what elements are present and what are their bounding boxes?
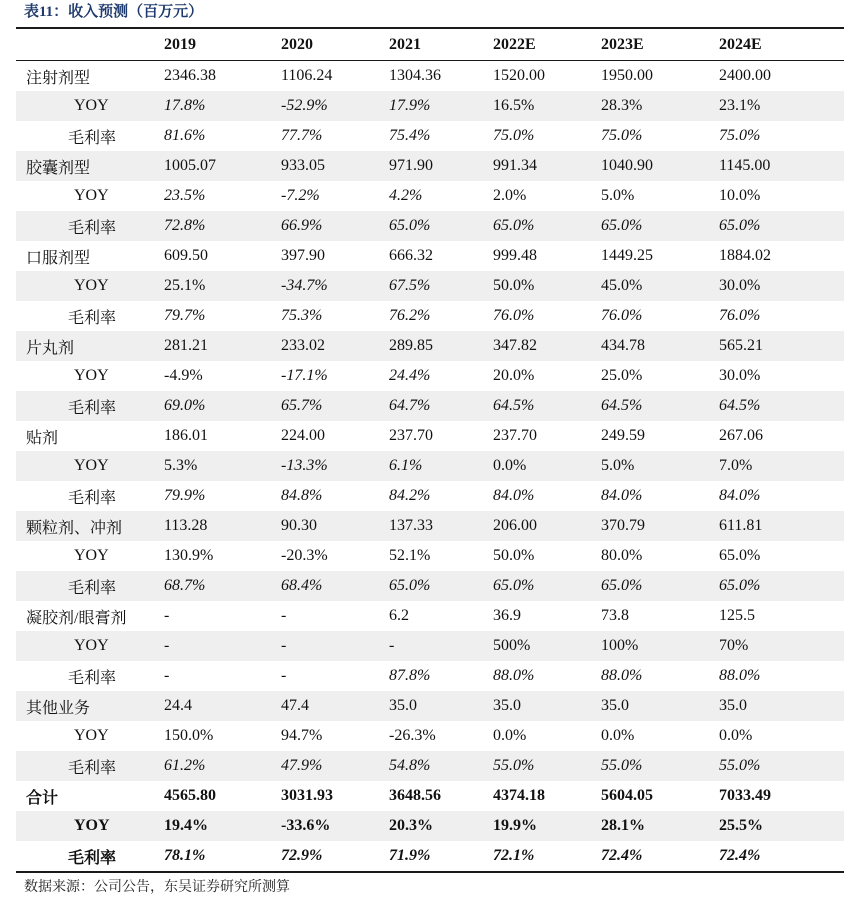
value-cell: 54.8% [389,751,493,781]
value-cell: 19.9% [493,811,601,841]
header-cell-2021: 2021 [389,28,493,61]
row-label: YOY [74,727,109,744]
value-cell: 90.30 [281,511,389,541]
value-cell: 611.81 [719,511,844,541]
value-cell: 36.9 [493,607,521,624]
value-cell: 80.0% [601,547,643,564]
value-cell: 0.0% [601,727,635,744]
value-cell: 3031.93 [281,787,333,804]
value-cell: 23.1% [719,91,844,121]
value-cell: -52.9% [281,91,389,121]
table-row [16,601,844,631]
value-cell: 933.05 [281,151,389,181]
value-cell: 1520.00 [493,67,545,84]
value-cell: 77.7% [281,127,323,144]
table-body [16,61,844,873]
row-label: 毛利率 [68,489,117,507]
value-cell: -13.3% [281,451,389,481]
value-cell: 289.85 [389,331,493,361]
table-row [16,391,844,421]
value-cell: 1449.25 [601,247,653,264]
row-label: 注射剂型 [26,69,91,87]
value-cell: 75.0% [719,127,761,144]
value-cell: -20.3% [281,547,328,564]
value-cell: 50.0% [493,547,535,564]
row-label: 凝胶剂/眼膏剂 [26,609,127,627]
value-cell: 3648.56 [389,787,441,804]
value-cell: 71.9% [389,847,431,864]
value-cell: 75.3% [281,307,323,324]
value-cell: 4.2% [389,187,423,204]
value-cell: 72.8% [164,211,281,241]
value-cell: 25.1% [164,271,281,301]
value-cell: 84.0% [719,487,761,504]
table-row [16,421,844,451]
value-cell: 87.8% [389,667,431,684]
value-cell: 52.1% [389,547,431,564]
value-cell: 64.5% [719,391,844,421]
value-cell: 397.90 [281,247,325,264]
table-row [16,781,844,811]
value-cell: 1106.24 [281,67,333,84]
table-row [16,481,844,511]
value-cell: -17.1% [281,367,328,384]
row-label: 毛利率 [16,571,164,601]
table-row [16,811,844,841]
table-row [16,301,844,331]
value-cell: 1005.07 [164,151,281,181]
table-row [16,121,844,151]
value-cell: 249.59 [601,427,645,444]
value-cell: 84.0% [601,487,643,504]
value-cell: 24.4 [164,691,281,721]
table-row [16,361,844,391]
table-row [16,571,844,601]
value-cell: 75.0% [493,127,535,144]
row-label: YOY [16,451,164,481]
value-cell: 65.0% [719,547,761,564]
value-cell: 64.5% [601,391,719,421]
row-label: 胶囊剂型 [16,151,164,181]
value-cell: 75.4% [389,127,431,144]
table-row [16,841,844,872]
value-cell: 88.0% [719,667,761,684]
table-row [16,661,844,691]
value-cell: 61.2% [164,751,281,781]
row-label: YOY [74,367,109,384]
value-cell: 65.0% [389,571,493,601]
value-cell: - [164,667,170,684]
table-row [16,751,844,781]
row-label: YOY [74,547,109,564]
table-row [16,91,844,121]
value-cell: 16.5% [493,91,601,121]
table-row [16,181,844,211]
value-cell: 186.01 [164,427,208,444]
value-cell: 20.0% [493,367,535,384]
value-cell: 81.6% [164,127,206,144]
value-cell: 233.02 [281,331,389,361]
value-cell: 72.4% [601,847,643,864]
value-cell: 19.4% [164,811,281,841]
value-cell: 347.82 [493,331,601,361]
value-cell: 64.5% [493,391,601,421]
value-cell: 68.7% [164,571,281,601]
value-cell: 370.79 [601,511,719,541]
value-cell: 79.9% [164,487,206,504]
value-cell: 28.1% [601,811,719,841]
value-cell: -34.7% [281,271,389,301]
value-cell: 65.0% [601,211,719,241]
row-label: YOY [16,271,164,301]
header-cell-2020: 2020 [281,28,389,61]
value-cell: 2.0% [493,187,527,204]
value-cell: 65.0% [719,571,844,601]
table-row [16,211,844,241]
value-cell: 971.90 [389,151,493,181]
header-row [16,28,844,61]
table-row [16,541,844,571]
row-label: 贴剂 [26,429,59,447]
value-cell: 68.4% [281,571,389,601]
value-cell: 55.0% [493,751,601,781]
value-cell: 7033.49 [719,787,771,804]
value-cell: 73.8 [601,607,629,624]
value-cell: 35.0 [389,691,493,721]
value-cell: 281.21 [164,331,281,361]
header-cell-2024e: 2024E [719,28,844,61]
value-cell: - [164,607,170,624]
value-cell: - [281,667,287,684]
row-label: YOY [16,91,164,121]
value-cell: 100% [601,631,719,661]
value-cell: 130.9% [164,547,214,564]
table-row [16,451,844,481]
revenue-forecast-table-wrap [16,27,844,873]
value-cell: 76.0% [493,307,535,324]
row-label: 毛利率 [68,129,117,147]
value-cell: -4.9% [164,367,203,384]
value-cell: 0.0% [719,727,753,744]
table-row [16,271,844,301]
value-cell: 67.5% [389,271,493,301]
value-cell: 1884.02 [719,247,771,264]
value-cell: 267.06 [719,427,763,444]
row-label: 毛利率 [68,669,117,687]
value-cell: 25.0% [601,367,643,384]
value-cell: 78.1% [164,847,206,864]
row-label: YOY [74,187,109,204]
value-cell: 76.2% [389,307,431,324]
value-cell: 23.5% [164,187,206,204]
value-cell: 6.2 [389,607,409,624]
value-cell: 65.0% [389,211,493,241]
table-row [16,331,844,361]
value-cell: 65.0% [719,211,844,241]
value-cell: 4565.80 [164,787,216,804]
value-cell: 50.0% [493,271,601,301]
value-cell: 30.0% [719,271,844,301]
value-cell: 206.00 [493,511,601,541]
value-cell: 565.21 [719,331,844,361]
value-cell: 72.4% [719,847,761,864]
value-cell: 224.00 [281,427,325,444]
value-cell: 1040.90 [601,151,719,181]
value-cell: 35.0 [601,691,719,721]
value-cell: 47.9% [281,751,389,781]
value-cell: 94.7% [281,727,323,744]
value-cell: 76.0% [719,307,761,324]
table-row [16,691,844,721]
value-cell: 65.7% [281,391,389,421]
row-label: 毛利率 [16,211,164,241]
value-cell: 137.33 [389,511,493,541]
value-cell: 69.0% [164,391,281,421]
row-label: 合计 [26,789,59,807]
value-cell: 65.0% [493,571,601,601]
table-row [16,151,844,181]
value-cell: 17.8% [164,91,281,121]
value-cell: 150.0% [164,727,214,744]
value-cell: 17.9% [389,91,493,121]
row-label: 片丸剂 [16,331,164,361]
row-label: YOY [16,631,164,661]
value-cell: 47.4 [281,691,389,721]
value-cell: 0.0% [493,451,601,481]
value-cell: 125.5 [719,607,755,624]
value-cell: 113.28 [164,511,281,541]
value-cell: 72.9% [281,847,323,864]
table-row [16,721,844,751]
header-cell-label [16,28,164,61]
value-cell: - [281,631,389,661]
value-cell: 5604.05 [601,787,653,804]
value-cell: 65.0% [601,571,719,601]
value-cell: 20.3% [389,811,493,841]
table-row [16,631,844,661]
table-row [16,511,844,541]
row-label: 其他业务 [16,691,164,721]
value-cell: 76.0% [601,307,643,324]
revenue-forecast-table [16,27,844,873]
value-cell: 25.5% [719,811,844,841]
value-cell: 55.0% [601,751,719,781]
table-row [16,61,844,92]
value-cell: 35.0 [719,691,844,721]
value-cell: 5.3% [164,451,281,481]
row-label: 口服剂型 [26,249,91,267]
value-cell: 666.32 [389,247,433,264]
value-cell: 84.8% [281,487,323,504]
table-row [16,241,844,271]
value-cell: 1145.00 [719,151,844,181]
value-cell: 84.0% [493,487,535,504]
value-cell: 500% [493,631,601,661]
value-cell: 0.0% [493,727,527,744]
source-note: 数据来源：公司公告，东吴证券研究所测算 [24,880,290,895]
value-cell: 88.0% [493,667,535,684]
value-cell: 237.70 [389,427,433,444]
value-cell: 2400.00 [719,67,771,84]
value-cell: 84.2% [389,487,431,504]
value-cell: - [389,631,493,661]
header-cell-2023e: 2023E [601,28,719,61]
value-cell: 28.3% [601,91,719,121]
row-label: 毛利率 [16,751,164,781]
value-cell: 88.0% [601,667,643,684]
value-cell: 35.0 [493,691,601,721]
value-cell: 7.0% [719,451,844,481]
value-cell: 24.4% [389,367,431,384]
value-cell: 5.0% [601,451,719,481]
value-cell: 609.50 [164,247,208,264]
row-label: 颗粒剂、冲剂 [16,511,164,541]
value-cell: -7.2% [281,187,320,204]
value-cell: 1950.00 [601,67,653,84]
value-cell: 10.0% [719,187,761,204]
value-cell: 72.1% [493,847,535,864]
value-cell: 66.9% [281,211,389,241]
value-cell: 65.0% [493,211,601,241]
value-cell: 45.0% [601,271,719,301]
value-cell: - [164,631,281,661]
header-cell-2022e: 2022E [493,28,601,61]
table-title: 表11：收入预测（百万元） [24,4,204,20]
value-cell: 75.0% [601,127,643,144]
row-label: 毛利率 [16,391,164,421]
value-cell: 64.7% [389,391,493,421]
value-cell: 4374.18 [493,787,545,804]
value-cell: 1304.36 [389,67,441,84]
row-label: 毛利率 [68,309,117,327]
value-cell: 55.0% [719,751,844,781]
row-label: YOY [16,811,164,841]
value-cell: -26.3% [389,727,436,744]
value-cell: -33.6% [281,811,389,841]
value-cell: 999.48 [493,247,537,264]
value-cell: 79.7% [164,307,206,324]
value-cell: 6.1% [389,451,493,481]
value-cell: 991.34 [493,151,601,181]
header-cell-2019: 2019 [164,28,281,61]
value-cell: 237.70 [493,427,537,444]
value-cell: 70% [719,631,844,661]
row-label: 毛利率 [68,849,117,867]
value-cell: 5.0% [601,187,635,204]
value-cell: 30.0% [719,367,761,384]
value-cell: 434.78 [601,331,719,361]
value-cell: 2346.38 [164,67,216,84]
value-cell: - [281,607,287,624]
